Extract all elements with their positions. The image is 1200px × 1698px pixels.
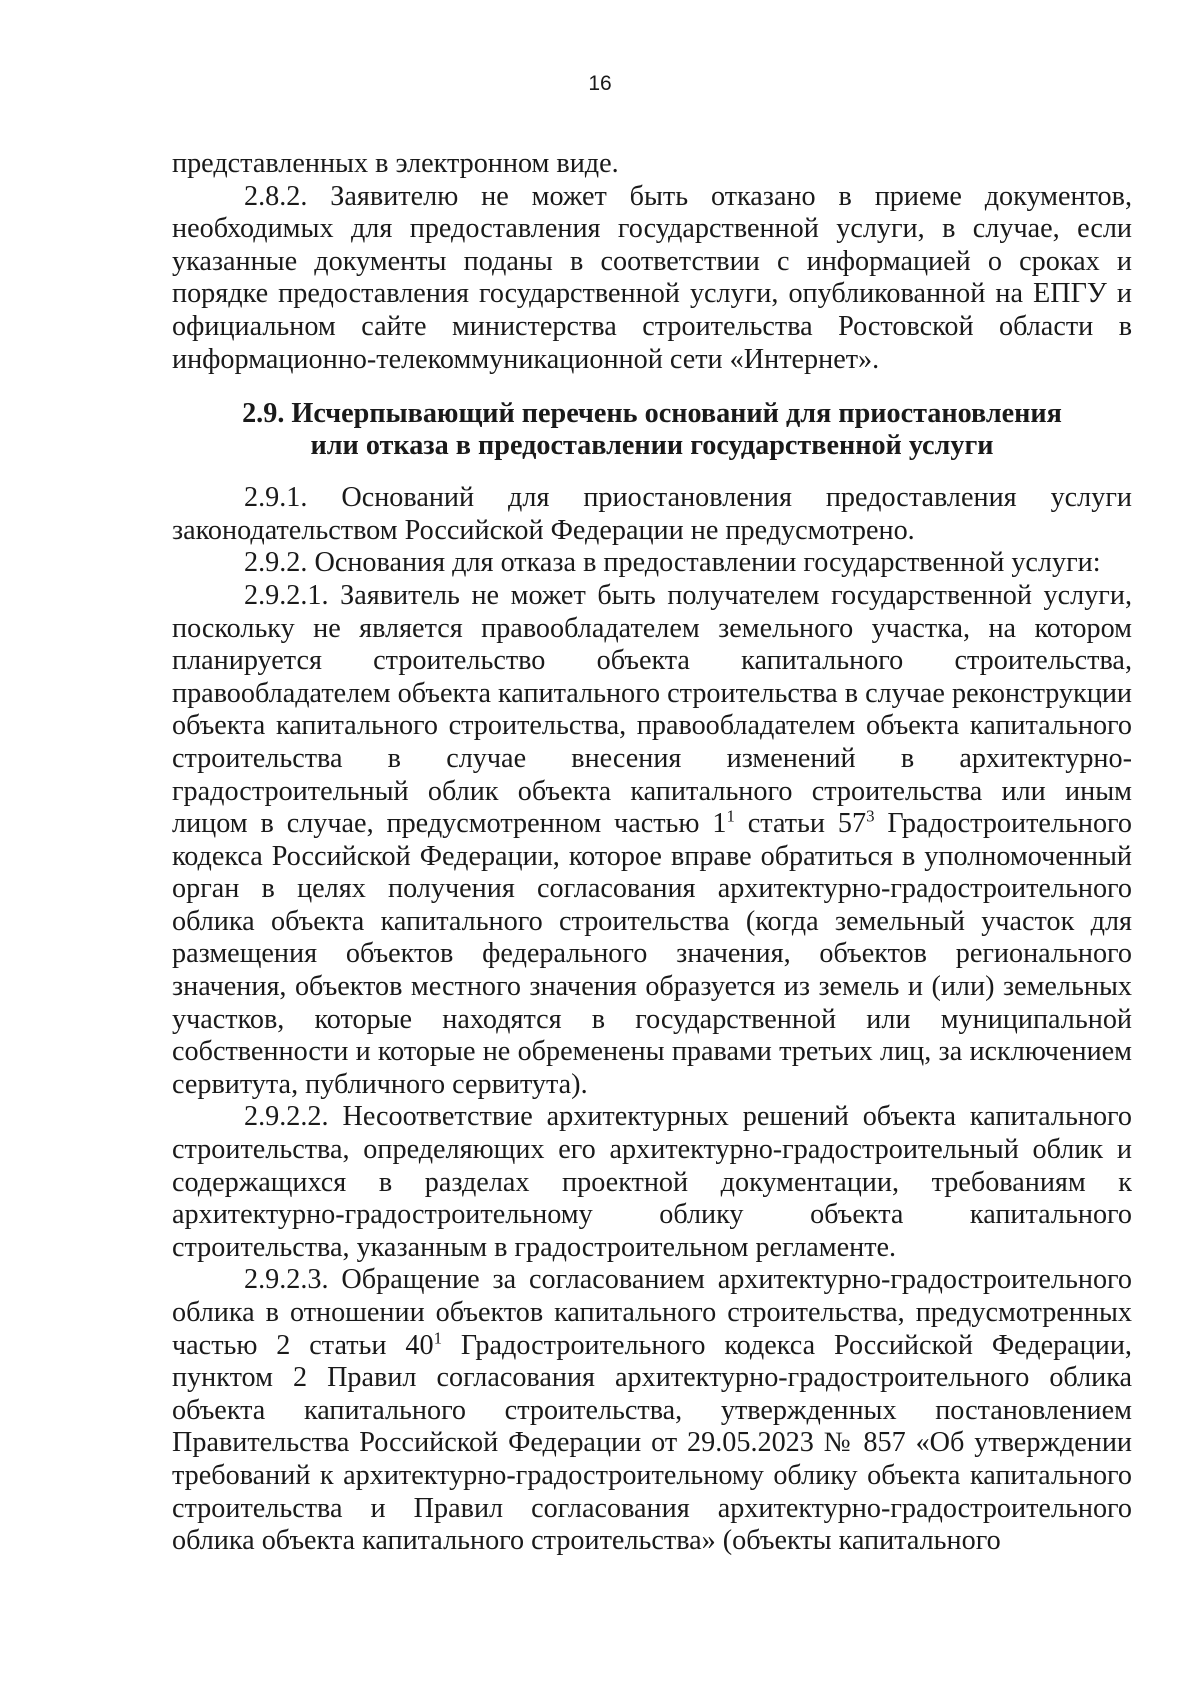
superscript-article-57-3: 3 [866,806,875,826]
paragraph-2-9-2: 2.9.2. Основания для отказа в предоставлении государственной услуги: [244,547,1101,579]
paragraph-2-8-2: 2.8.2. Заявителю не может быть отказано в приеме документов, необходимых для предоставления государственной услуги, в случае, если указанные документы поданы в соответствии с информацией о сроках и порядке предоставления государственной услуги, опубликованной на ЕПГУ и официальном сайте министерства строительства Ростовской области в информационно-телекоммуникационной сети «Интернет». [172,180,1132,375]
section-heading-2-9 [172,398,1132,462]
paragraph-2-9-2-3-part-1: 2.9.2.3. Обращение за согласованием архитектурно-градостроительного облика в отношении объектов капитального строительства, предусмотренных частью 2 статьи 40 [172,1264,1132,1361]
paragraph-2-9-2-3-part-2: Градостроительного кодекса Российской Федерации, пунктом 2 Правил согласования архитектурно-градостроительного облика объекта капитального строительства, утвержденных постановлением Правительства Российской Федерации от 29.05.2023 № 857 «Об утверждении требований к архитектурно-градостроительному облику объекта капитального строительства и Правил согласования архитектурно-градостроительного облика объекта капитального строительства» (объекты капитального [172,1329,1132,1557]
paragraph-2-9-2-3 [172,1264,1132,1557]
superscript-part-1-1: 1 [726,806,735,826]
paragraph-2-9-2-1-part-3: Градостроительного кодекса Российской Федерации, которое вправе обратиться в уполномоченный орган в целях получения согласования архитектурно-градостроительного облика объекта капитального строительства (когда земельный участок для размещения объектов федерального значения, объектов регионального значения, объектов местного значения образуется из земель и (или) земельных участков, которые находятся в государственной или муниципальной собственности и которые не обременены правами третьих лиц, за исключением сервитута, публичного сервитута). [172,808,1132,1100]
paragraph-continuation: представленных в электронном виде. [172,148,619,179]
section-heading-line-1: 2.9. Исчерпывающий перечень оснований для приостановления [242,398,1062,430]
paragraph-2-9-2-1 [172,580,1132,1102]
paragraph-2-9-1: 2.9.1. Оснований для приостановления предоставления услуги законодательством Российской Федерации не предусмотрено. [172,482,1132,546]
paragraph-2-9-2-2: 2.9.2.2. Несоответствие архитектурных решений объекта капитального строительства, определяющих его архитектурно-градостроительный облик и содержащихся в разделах проектной документации, требованиям к архитектурно-градостроительному облику объекта капитального строительства, указанным в градостроительном регламенте. [172,1101,1132,1263]
paragraph-2-9-2-1-part-1: 2.9.2.1. Заявитель не может быть получателем государственной услуги, поскольку не является правообладателем земельного участка, на котором планируется строительство объекта капитального строительства, правообладателем объекта капитального строительства в случае реконструкции объекта капитального строительства, правообладателем объекта капитального строительства в случае внесения изменений в архитектурно-градостроительный облик объекта капитального строительства или иным лицом в случае, предусмотренном частью 1 [172,579,1132,840]
page-number: 16 [588,72,612,95]
superscript-article-40-1: 1 [433,1328,443,1348]
section-heading-line-2: или отказа в предоставлении государственной услуги [310,430,994,462]
document-body [172,148,1132,1558]
paragraph-2-9-2-1-part-2: статьи 57 [734,808,867,840]
